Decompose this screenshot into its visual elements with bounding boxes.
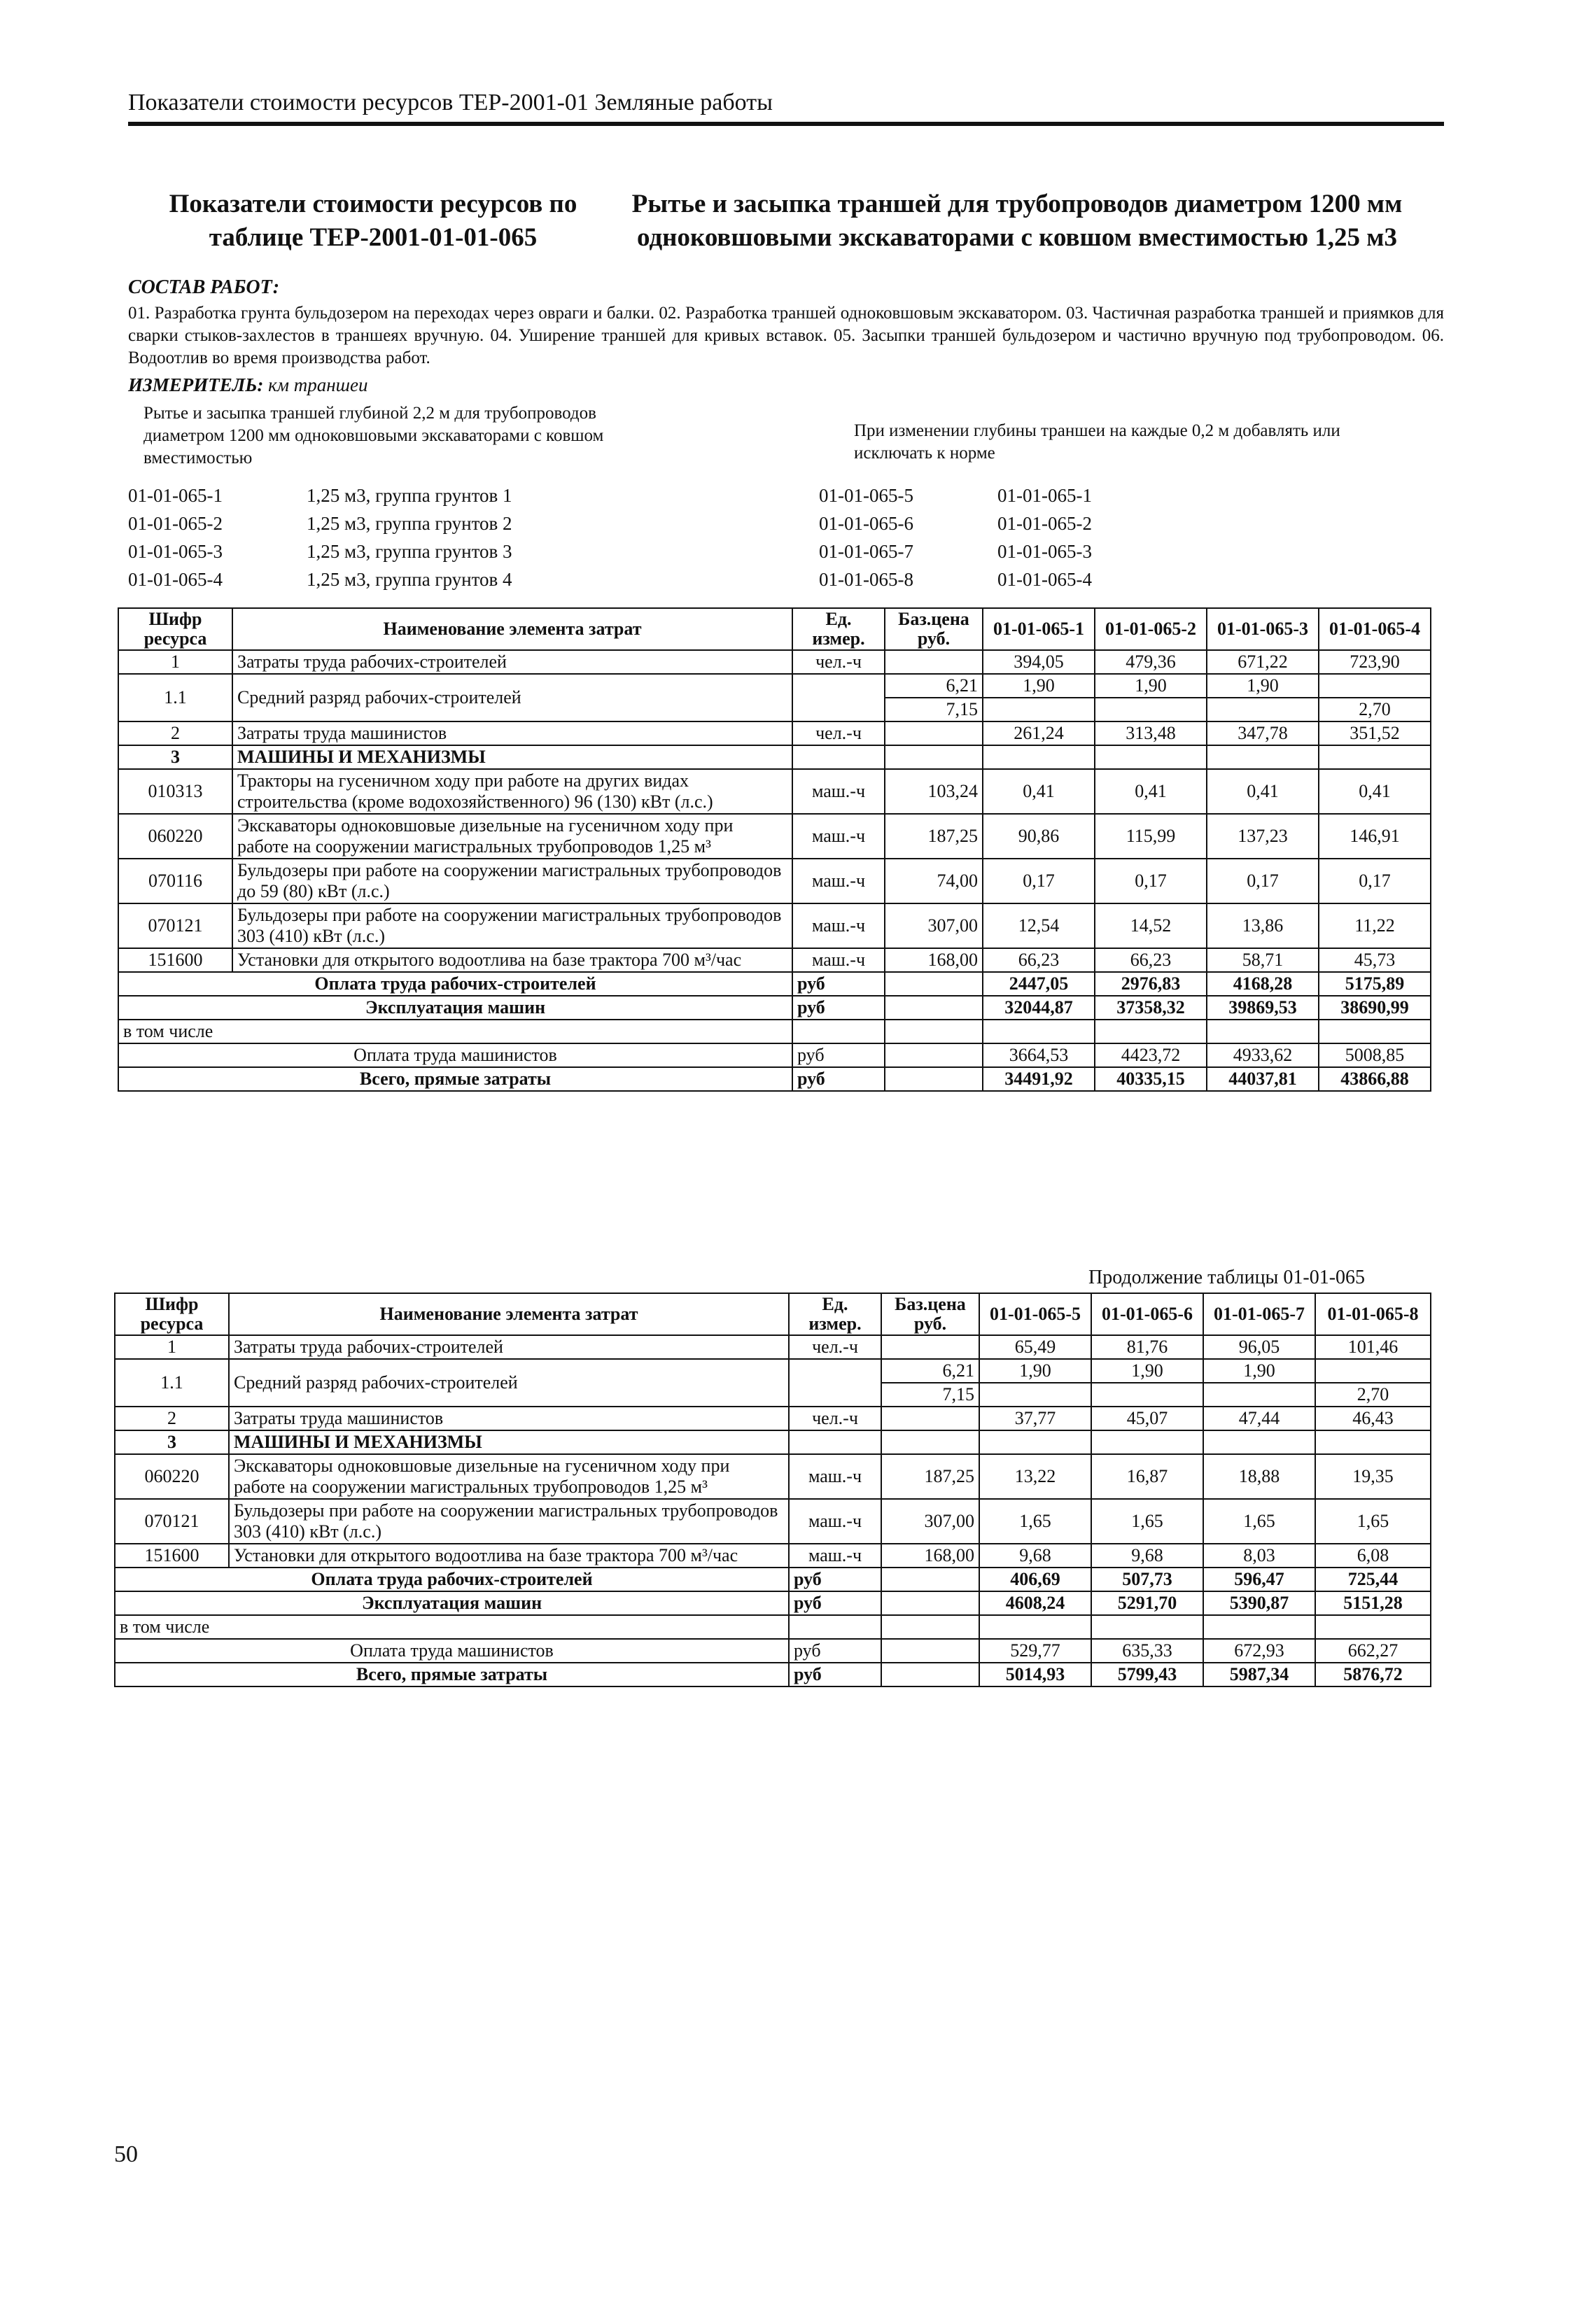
price-cell: 103,24 [885,769,983,814]
value-cell: 16,87 [1091,1454,1203,1499]
code: 01-01-065-8 [819,569,913,590]
total-row [118,1020,1431,1043]
header-col-5: 01-01-065-5 [979,1293,1091,1335]
resource-table-1 [118,607,1431,1092]
total-name: Всего, прямые затраты [115,1663,789,1686]
empty-cell [1315,1430,1431,1454]
value-cell: 13,86 [1207,903,1319,948]
title-right: Рытье и засыпка траншей для трубопроводов диаметром 1200 мм одноковшовыми экскаваторами с ковшом вместимостью 1,25 м3 [631,190,1403,252]
value-cell: 479,36 [1095,650,1207,674]
name-cell: Средний разряд рабочих-строителей [232,674,792,721]
value-cell: 0,17 [1319,859,1431,903]
value-cell: 5008,85 [1319,1043,1431,1067]
running-header [128,90,1444,126]
code: 01-01-065-3 [128,541,223,562]
price-cell [881,1407,979,1430]
table-header-row [115,1293,1431,1335]
value-cell [1207,698,1319,721]
value-cell: 6,08 [1315,1544,1431,1568]
value-cell: 0,17 [983,859,1095,903]
value-cell: 1,65 [1203,1499,1315,1544]
value-cell: 2447,05 [983,972,1095,996]
header-shifr: Шифр ресурса [115,1293,229,1335]
header-shifr: Шифр ресурса [118,608,232,650]
empty-cell [1207,745,1319,769]
value-cell: 5151,28 [1315,1591,1431,1615]
total-name: Оплата труда машинистов [118,1043,792,1067]
section-row [118,745,1431,769]
shifr-cell: 2 [118,721,232,745]
empty-cell [881,1430,979,1454]
table-row [115,1335,1431,1359]
value-cell: 313,48 [1095,721,1207,745]
code-row [819,481,1092,509]
value-cell [1207,1020,1319,1043]
value-cell: 44037,81 [1207,1067,1319,1091]
value-cell [983,1020,1095,1043]
value-cell: 47,44 [1203,1407,1315,1430]
value-cell: 90,86 [983,814,1095,859]
total-name: Оплата труда рабочих-строителей [115,1568,789,1591]
codes-left-list [128,481,512,593]
header-price: Баз.цена руб. [881,1293,979,1335]
name-cell: Затраты труда машинистов [232,721,792,745]
unit-cell: руб [789,1568,881,1591]
code-reference: 01-01-065-1 [997,485,1092,506]
resource-table-2 [114,1293,1431,1687]
table-row [118,650,1431,674]
section-row [115,1430,1431,1454]
unit-cell: чел.-ч [792,721,885,745]
value-cell: 38690,99 [1319,996,1431,1020]
price-cell [885,721,983,745]
price-cell [885,1043,983,1067]
empty-cell [885,745,983,769]
code-row [819,509,1092,537]
total-row [115,1568,1431,1591]
value-cell: 1,90 [979,1359,1091,1383]
total-row [115,1639,1431,1663]
value-cell: 0,41 [983,769,1095,814]
name-cell: Установки для открытого водоотлива на базе трактора 700 м³/час [229,1544,789,1568]
value-cell: 1,65 [1091,1499,1203,1544]
code-row [128,565,512,593]
price-cell: 187,25 [885,814,983,859]
shifr-cell: 151600 [118,948,232,972]
name-cell: Экскаваторы одноковшовые дизельные на гусеничном ходу при работе на сооружении магистральных трубопроводов 1,25 м³ [229,1454,789,1499]
value-cell [1091,1615,1203,1639]
izmeritel [128,374,368,396]
value-cell: 406,69 [979,1568,1091,1591]
header-col-4: 01-01-065-4 [1319,608,1431,650]
name-cell: Средний разряд рабочих-строителей [229,1359,789,1407]
value-cell: 2976,83 [1095,972,1207,996]
table-row [118,721,1431,745]
value-cell: 1,90 [983,674,1095,698]
name-cell: Затраты труда рабочих-строителей [232,650,792,674]
total-name: Оплата труда рабочих-строителей [118,972,792,996]
unit-cell: чел.-ч [792,650,885,674]
value-cell [1319,674,1431,698]
code-row [819,537,1092,565]
value-cell: 1,65 [979,1499,1091,1544]
total-name: Эксплуатация машин [115,1591,789,1615]
value-cell: 507,73 [1091,1568,1203,1591]
empty-cell [983,745,1095,769]
code-row [128,509,512,537]
value-cell: 12,54 [983,903,1095,948]
code: 01-01-065-4 [128,569,223,590]
value-cell: 46,43 [1315,1407,1431,1430]
total-row [115,1615,1431,1639]
code: 01-01-065-5 [819,485,913,506]
page-number: 50 [114,2141,138,2167]
value-cell: 5175,89 [1319,972,1431,996]
value-cell: 81,76 [1091,1335,1203,1359]
value-cell [1315,1359,1431,1383]
value-cell: 1,90 [1207,674,1319,698]
value-cell: 9,68 [979,1544,1091,1568]
price-cell [885,972,983,996]
shifr-cell: 1.1 [115,1359,229,1407]
value-cell [983,698,1095,721]
unit-cell: маш.-ч [792,769,885,814]
value-cell: 11,22 [1319,903,1431,948]
shifr-cell: 060220 [115,1454,229,1499]
value-cell: 45,07 [1091,1407,1203,1430]
value-cell: 58,71 [1207,948,1319,972]
value-cell: 0,41 [1207,769,1319,814]
price-cell [885,1020,983,1043]
value-cell: 596,47 [1203,1568,1315,1591]
header-price: Баз.цена руб. [885,608,983,650]
value-cell: 3664,53 [983,1043,1095,1067]
value-cell: 66,23 [1095,948,1207,972]
price-cell [885,650,983,674]
table-row [115,1544,1431,1568]
value-cell: 662,27 [1315,1639,1431,1663]
value-cell [1091,1383,1203,1407]
header-name: Наименование элемента затрат [229,1293,789,1335]
value-cell: 9,68 [1091,1544,1203,1568]
value-cell: 4168,28 [1207,972,1319,996]
value-cell: 146,91 [1319,814,1431,859]
header-col-6: 01-01-065-6 [1091,1293,1203,1335]
value-cell: 351,52 [1319,721,1431,745]
shifr-cell: 1 [118,650,232,674]
table-row [118,859,1431,903]
code-description: 1,25 м3, группа грунтов 4 [307,569,512,590]
code-row [128,481,512,509]
shifr-cell: 3 [118,745,232,769]
value-cell: 37358,32 [1095,996,1207,1020]
value-cell: 261,24 [983,721,1095,745]
shifr-cell: 070121 [118,903,232,948]
value-cell [1095,698,1207,721]
price-cell [881,1639,979,1663]
total-name: в том числе [118,1020,792,1043]
header-col-8: 01-01-065-8 [1315,1293,1431,1335]
value-cell: 1,90 [1095,674,1207,698]
price-cell: 7,15 [885,698,983,721]
continuation-label: Продолжение таблицы 01-01-065 [1088,1267,1366,1288]
unit-cell: чел.-ч [789,1407,881,1430]
value-cell: 43866,88 [1319,1067,1431,1091]
name-cell: Экскаваторы одноковшовые дизельные на гусеничном ходу при работе на сооружении магистральных трубопроводов 1,25 м³ [232,814,792,859]
total-name: Эксплуатация машин [118,996,792,1020]
price-cell [881,1335,979,1359]
value-cell: 0,41 [1095,769,1207,814]
value-cell: 34491,92 [983,1067,1095,1091]
header-col-7: 01-01-065-7 [1203,1293,1315,1335]
code: 01-01-065-6 [819,513,913,534]
header-unit: Ед. измер. [792,608,885,650]
unit-cell: маш.-ч [789,1499,881,1544]
value-cell: 4933,62 [1207,1043,1319,1067]
value-cell: 4423,72 [1095,1043,1207,1067]
value-cell: 115,99 [1095,814,1207,859]
code-description: 1,25 м3, группа грунтов 2 [307,513,512,534]
name-cell: Бульдозеры при работе на сооружении магистральных трубопроводов 303 (410) кВт (л.с.) [229,1499,789,1544]
section-title: МАШИНЫ И МЕХАНИЗМЫ [232,745,792,769]
price-cell: 168,00 [881,1544,979,1568]
shifr-cell: 060220 [118,814,232,859]
value-cell: 14,52 [1095,903,1207,948]
value-cell: 5799,43 [1091,1663,1203,1686]
code: 01-01-065-7 [819,541,913,562]
name-cell: Бульдозеры при работе на сооружении магистральных трубопроводов 303 (410) кВт (л.с.) [232,903,792,948]
code-reference: 01-01-065-2 [997,513,1092,534]
value-cell: 671,22 [1207,650,1319,674]
header-name: Наименование элемента затрат [232,608,792,650]
shifr-cell: 1 [115,1335,229,1359]
header-col-1: 01-01-065-1 [983,608,1095,650]
code-reference: 01-01-065-4 [997,569,1092,590]
table-row [115,1359,1431,1383]
header-col-3: 01-01-065-3 [1207,608,1319,650]
running-title: Показатели стоимости ресурсов ТЕР-2001-01 Земляные работы [128,90,773,115]
price-cell: 307,00 [885,903,983,948]
unit-cell: маш.-ч [792,814,885,859]
code-description: 1,25 м3, группа грунтов 3 [307,541,512,562]
shifr-cell: 151600 [115,1544,229,1568]
price-cell [881,1568,979,1591]
total-row [118,972,1431,996]
unit-cell: руб [789,1591,881,1615]
value-cell: 1,90 [1203,1359,1315,1383]
name-cell: Бульдозеры при работе на сооружении магистральных трубопроводов до 59 (80) кВт (л.с.) [232,859,792,903]
unit-cell: руб [792,1043,885,1067]
empty-cell [1091,1430,1203,1454]
price-cell [881,1663,979,1686]
shifr-cell: 2 [115,1407,229,1430]
unit-cell: руб [789,1639,881,1663]
value-cell: 2,70 [1319,698,1431,721]
value-cell: 32044,87 [983,996,1095,1020]
name-cell: Затраты труда машинистов [229,1407,789,1430]
total-name: Всего, прямые затраты [118,1067,792,1091]
value-cell: 394,05 [983,650,1095,674]
value-cell: 1,65 [1315,1499,1431,1544]
sostav-heading: СОСТАВ РАБОТ: [128,276,280,298]
value-cell: 8,03 [1203,1544,1315,1568]
value-cell: 347,78 [1207,721,1319,745]
total-row [118,996,1431,1020]
value-cell [1095,1020,1207,1043]
value-cell: 529,77 [979,1639,1091,1663]
value-cell: 725,44 [1315,1568,1431,1591]
value-cell: 96,05 [1203,1335,1315,1359]
value-cell: 39869,53 [1207,996,1319,1020]
header-unit: Ед. измер. [789,1293,881,1335]
total-name: Оплата труда машинистов [115,1639,789,1663]
section-title: МАШИНЫ И МЕХАНИЗМЫ [229,1430,789,1454]
price-cell [885,996,983,1020]
izmeritel-label: ИЗМЕРИТЕЛЬ: [128,374,264,395]
value-cell [1319,1020,1431,1043]
value-cell: 0,17 [1095,859,1207,903]
sostav-text: 01. Разработка грунта бульдозером на переходах через овраги и балки. 02. Разработка траншей одноковшовым экскаватором. 03. Частичная разработка траншей и приямков для сварки стыков-захлестов в траншеях вручную. 04. Уширение траншей для кривых вставок. 05. Засыпки траншей бульдозером и частично вручную под трубопроводом. 06. Водоотлив во время производства работ. [128,304,1444,367]
unit-cell: руб [792,1067,885,1091]
table-row [118,814,1431,859]
value-cell: 5014,93 [979,1663,1091,1686]
unit-cell: маш.-ч [792,903,885,948]
unit-cell: маш.-ч [792,948,885,972]
shifr-cell: 070121 [115,1499,229,1544]
code: 01-01-065-1 [128,485,223,506]
code-description: 1,25 м3, группа грунтов 1 [307,485,512,506]
unit-cell: маш.-ч [789,1454,881,1499]
value-cell [1203,1383,1315,1407]
value-cell: 5390,87 [1203,1591,1315,1615]
value-cell [979,1615,1091,1639]
unit-cell [792,674,885,721]
price-cell: 6,21 [885,674,983,698]
shifr-cell: 3 [115,1430,229,1454]
value-cell: 5876,72 [1315,1663,1431,1686]
price-cell: 168,00 [885,948,983,972]
value-cell: 19,35 [1315,1454,1431,1499]
total-name: в том числе [115,1615,789,1639]
unit-cell: руб [789,1663,881,1686]
code-row [128,537,512,565]
price-cell: 74,00 [885,859,983,903]
value-cell: 0,17 [1207,859,1319,903]
value-cell: 65,49 [979,1335,1091,1359]
empty-cell [1319,745,1431,769]
code: 01-01-065-2 [128,513,223,534]
table-row [118,903,1431,948]
value-cell: 1,90 [1091,1359,1203,1383]
shifr-cell: 010313 [118,769,232,814]
codes-right-list [819,481,1092,593]
price-cell [881,1615,979,1639]
table-header-row [118,608,1431,650]
value-cell [1315,1615,1431,1639]
table-row [115,1499,1431,1544]
empty-cell [979,1430,1091,1454]
value-cell: 137,23 [1207,814,1319,859]
value-cell [1203,1615,1315,1639]
value-cell: 723,90 [1319,650,1431,674]
table-row [118,769,1431,814]
value-cell: 101,46 [1315,1335,1431,1359]
unit-cell [792,1020,885,1043]
value-cell: 4608,24 [979,1591,1091,1615]
value-cell: 2,70 [1315,1383,1431,1407]
empty-cell [1095,745,1207,769]
value-cell: 5291,70 [1091,1591,1203,1615]
name-cell: Установки для открытого водоотлива на базе трактора 700 м³/час [232,948,792,972]
total-row [118,1067,1431,1091]
total-row [118,1043,1431,1067]
value-cell: 635,33 [1091,1639,1203,1663]
table-row [118,948,1431,972]
table-row [118,674,1431,698]
name-cell: Затраты труда рабочих-строителей [229,1335,789,1359]
title-left: Показатели стоимости ресурсов по таблице ТЕР-2001-01-01-065 [169,190,577,252]
value-cell: 5987,34 [1203,1663,1315,1686]
empty-cell [1203,1430,1315,1454]
price-cell: 6,21 [881,1359,979,1383]
table-row [115,1407,1431,1430]
code-row [819,565,1092,593]
price-cell: 187,25 [881,1454,979,1499]
description-right: При изменении глубины траншеи на каждые 0,2 м добавлять или исключать к норме [854,421,1340,463]
description-left: Рытье и засыпка траншей глубиной 2,2 м для трубопроводов диаметром 1200 мм одноковшовыми экскаваторами с ковшом вместимостью [143,404,604,467]
value-cell: 40335,15 [1095,1067,1207,1091]
price-cell: 7,15 [881,1383,979,1407]
value-cell [979,1383,1091,1407]
header-col-2: 01-01-065-2 [1095,608,1207,650]
unit-cell: руб [792,996,885,1020]
value-cell: 672,93 [1203,1639,1315,1663]
shifr-cell: 1.1 [118,674,232,721]
unit-cell: маш.-ч [792,859,885,903]
total-row [115,1591,1431,1615]
value-cell: 37,77 [979,1407,1091,1430]
price-cell: 307,00 [881,1499,979,1544]
value-cell: 66,23 [983,948,1095,972]
table-row [115,1454,1431,1499]
shifr-cell: 070116 [118,859,232,903]
name-cell: Тракторы на гусеничном ходу при работе на других видах строительства (кроме водохозяйственного) 96 (130) кВт (л.с.) [232,769,792,814]
value-cell: 0,41 [1319,769,1431,814]
unit-cell: чел.-ч [789,1335,881,1359]
value-cell: 18,88 [1203,1454,1315,1499]
unit-cell [789,1359,881,1407]
value-cell: 45,73 [1319,948,1431,972]
empty-cell [792,745,885,769]
code-reference: 01-01-065-3 [997,541,1092,562]
unit-cell: маш.-ч [789,1544,881,1568]
total-row [115,1663,1431,1686]
izmeritel-value: км траншеи [268,374,368,395]
unit-cell [789,1615,881,1639]
empty-cell [789,1430,881,1454]
value-cell: 13,22 [979,1454,1091,1499]
title-block [128,188,1444,258]
price-cell [885,1067,983,1091]
price-cell [881,1591,979,1615]
unit-cell: руб [792,972,885,996]
